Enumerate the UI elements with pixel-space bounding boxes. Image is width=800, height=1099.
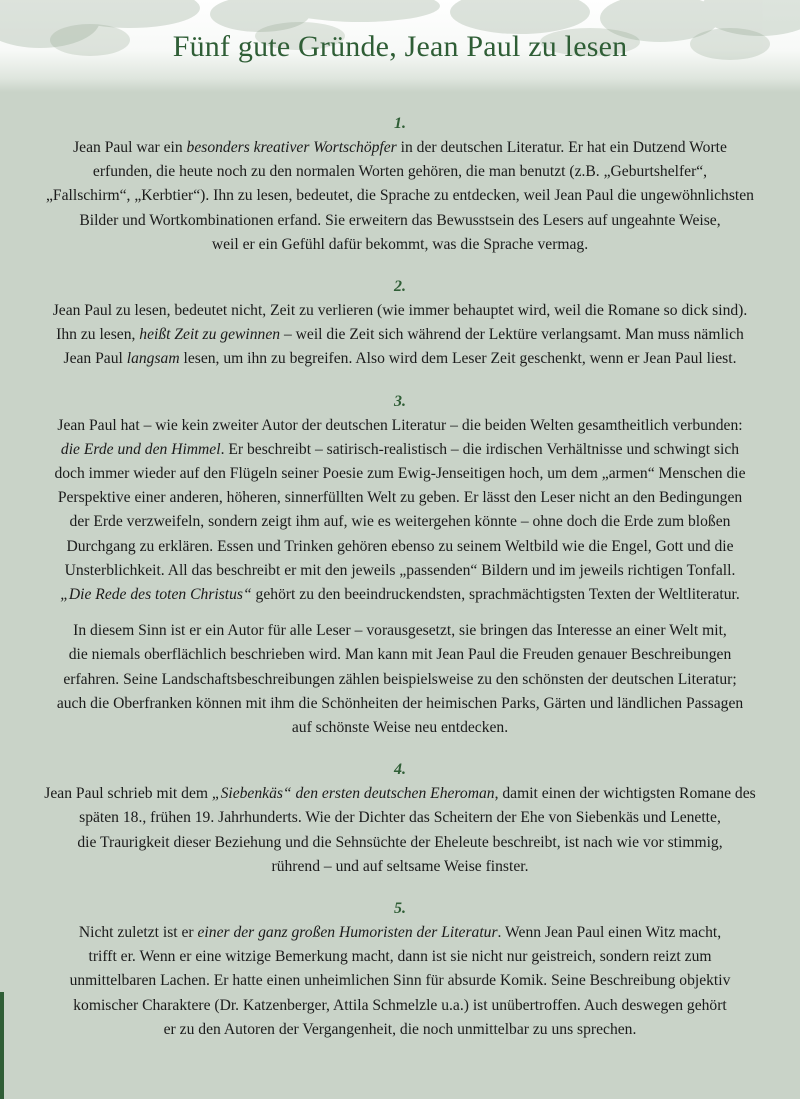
reason-section (20, 390, 780, 741)
reason-number: 4. (394, 761, 406, 779)
reason-section (20, 897, 780, 1042)
text-segment: Durchgang zu erklären. Essen und Trinken gehören ebenso zu seinem Weltbild wie die Engel, Gott und die (66, 537, 734, 555)
header-banner (0, 0, 800, 92)
reason-number: 5. (394, 900, 406, 918)
text-segment: gehört zu den beeindruckendsten, sprachmächtigsten Texten der Weltliteratur. (251, 586, 740, 604)
reason-section (20, 758, 780, 879)
reason-number: 3. (394, 392, 406, 410)
emphasis-text: die Erde und den Himmel (60, 440, 221, 458)
text-segment: Jean Paul war ein (73, 139, 187, 156)
reason-paragraph (20, 299, 780, 372)
text-segment: Jean Paul hat – wie kein zweiter Autor der deutschen Literatur – die beiden Welten gesamtheitlich verbunden: (57, 416, 743, 434)
emphasis-text: „Die Rede des toten Christus“ (60, 586, 252, 604)
reason-paragraph (20, 619, 780, 740)
text-segment: Unsterblichkeit. All das beschreibt er mit den jeweils „passenden“ Bildern und im jeweils richtigen Tonfall. (64, 561, 736, 579)
page-title: Fünf gute Gründe, Jean Paul zu lesen (172, 30, 628, 63)
text-segment: , damit einen der wichtigsten Romane des (494, 785, 756, 803)
text-segment: Jean Paul (63, 350, 127, 368)
text-segment: auch die Oberfranken können mit ihm die Schönheiten der heimischen Parks, Gärten und ländlichen Passagen (56, 694, 744, 712)
emphasis-text: einer der ganz großen Humoristen der Literatur (197, 924, 498, 942)
reason-number: 2. (394, 278, 406, 296)
text-segment: der Erde verzweifeln, sondern zeigt ihm auf, wie es weitergehen könnte – ohne doch die Erde zum bloßen (69, 513, 731, 531)
text-segment: die Traurigkeit dieser Beziehung und die Sehnsüchte der Eheleute beschreibt, ist nach wie vor stimmig, (77, 833, 723, 851)
text-segment: – weil die Zeit sich während der Lektüre verlangsamt. Man muss nämlich (280, 326, 744, 344)
reason-paragraph (20, 414, 780, 608)
text-segment: . Er beschreibt – satirisch-realistisch – die irdischen Verhältnisse und schwingt sich (220, 440, 740, 458)
text-segment: Jean Paul zu lesen, bedeutet nicht, Zeit zu verlieren (wie immer behauptet wird, weil die Romane so dick sind). (52, 302, 748, 320)
text-segment: Perspektive einer anderen, höheren, sinnerfüllten Welt zu geben. Er lässt den Leser nicht an den Bedingungen (57, 489, 743, 507)
text-segment: Bilder und Wortkombinationen erfand. Sie erweitern das Bewusstsein des Lesers auf ungeahnte Weise, (79, 211, 721, 229)
text-segment: lesen, um ihn zu begreifen. Also wird dem Leser Zeit geschenkt, wenn er Jean Paul liest. (179, 350, 737, 368)
text-segment: weil er ein Gefühl dafür bekommt, was die Sprache vermag. (211, 235, 589, 253)
reason-section (20, 112, 780, 257)
text-segment: trifft er. Wenn er eine witzige Bemerkung macht, dann ist sie nicht nur geistreich, sondern reizt zum (88, 948, 712, 966)
text-segment: doch immer wieder auf den Flügeln seiner Poesie zum Ewig-Jenseitigen hoch, um dem „armen“ Menschen die (54, 465, 746, 483)
emphasis-text: heißt Zeit zu gewinnen (139, 326, 281, 344)
article-body (20, 112, 780, 1060)
reason-paragraph (20, 782, 780, 879)
text-segment: die niemals oberflächlich beschrieben wird. Man kann mit Jean Paul die Freuden genauer Beschreibungen (68, 646, 732, 664)
text-segment: Nicht zuletzt ist er (78, 924, 198, 942)
text-segment: komischer Charaktere (Dr. Katzenberger, Attila Schmelzle u.a.) ist unübertroffen. Auch deswegen gehört (73, 996, 727, 1014)
reason-paragraph (20, 136, 780, 257)
text-segment: er zu den Autoren der Vergangenheit, die noch unmittelbar zu uns sprechen. (163, 1020, 637, 1038)
text-segment: „Fallschirm“, „Kerbtier“). Ihn zu lesen, bedeutet, die Sprache zu entdecken, weil Jean Paul die ungewöhnlichsten (46, 187, 754, 205)
text-segment: Jean Paul schrieb mit dem (44, 785, 212, 803)
emphasis-text: langsam (126, 350, 180, 368)
text-segment: . Wenn Jean Paul einen Witz macht, (497, 924, 722, 942)
emphasis-text: „Siebenkäs“ den ersten deutschen Eheroman (211, 785, 495, 803)
text-segment: rührend – und auf seltsame Weise finster. (271, 857, 529, 875)
reason-number: 1. (394, 115, 406, 132)
text-segment: erfunden, die heute noch zu den normalen Worten gehören, die man benutzt (z.B. „Geburtshelfer“, (92, 163, 708, 181)
text-segment: auf schönste Weise neu entdecken. (291, 719, 509, 737)
left-accent-bar (0, 992, 4, 1099)
text-segment: in der deutschen Literatur. Er hat ein Dutzend Worte (396, 139, 727, 156)
emphasis-text: besonders kreativer Wortschöpfer (186, 139, 397, 156)
text-segment: unmittelbaren Lachen. Er hatte einen unheimlichen Sinn für absurde Komik. Seine Beschreibung objektiv (69, 972, 731, 990)
reason-section (20, 275, 780, 372)
reason-paragraph (20, 921, 780, 1042)
text-segment: erfahren. Seine Landschaftsbeschreibungen zählen beispielsweise zu den schönsten der deutschen Literatur; (63, 670, 737, 688)
text-segment: späten 18., frühen 19. Jahrhunderts. Wie der Dichter das Scheitern der Ehe von Siebenkäs und Lenette, (79, 809, 721, 827)
text-segment: In diesem Sinn ist er ein Autor für alle Leser – vorausgesetzt, sie bringen das Interesse an einer Welt mit, (73, 622, 727, 640)
text-segment: Ihn zu lesen, (56, 326, 140, 344)
